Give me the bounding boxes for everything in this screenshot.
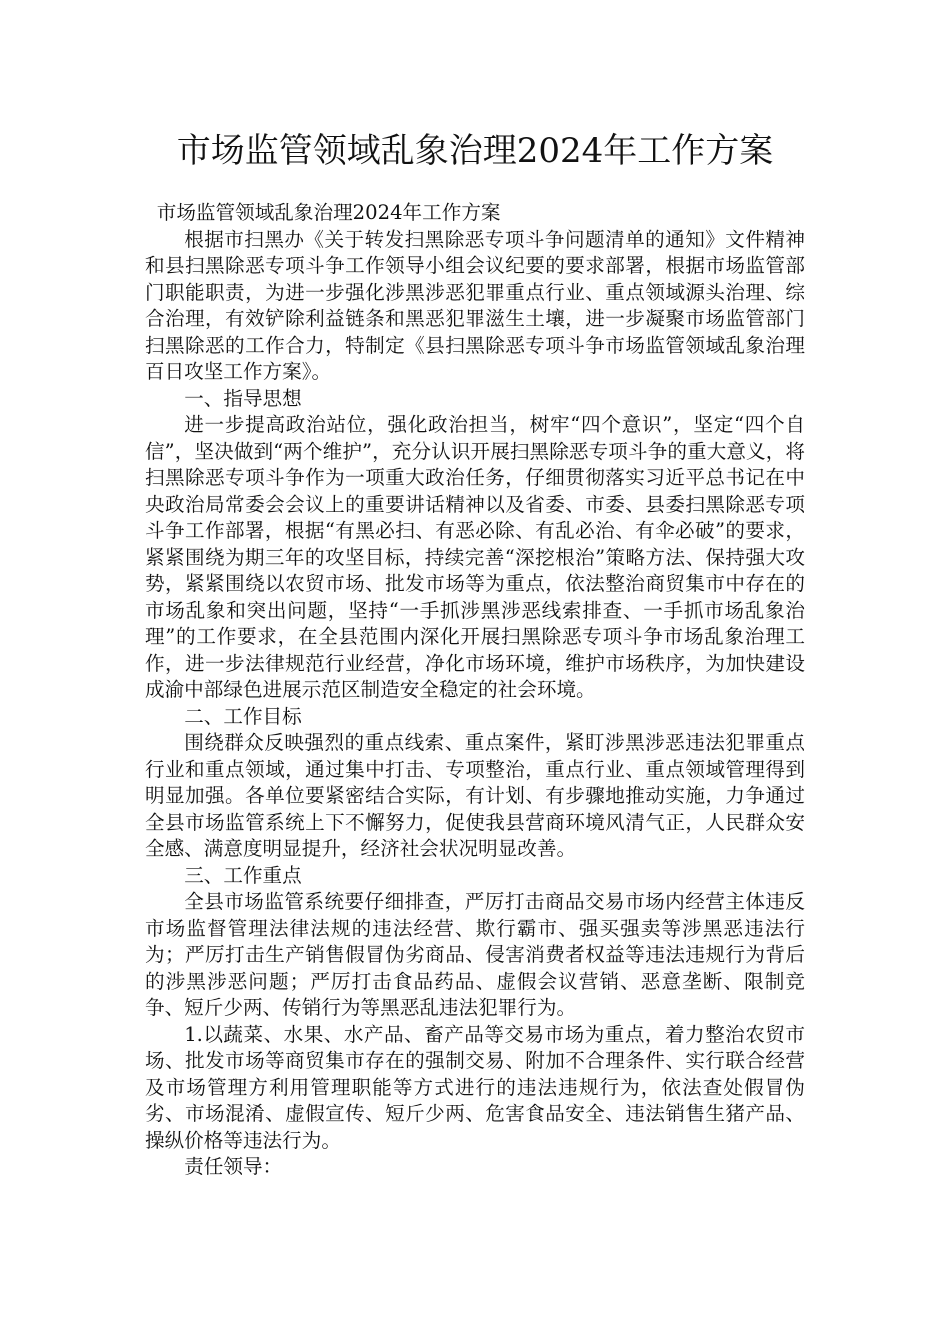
- section-heading-work-focus: 三、工作重点: [184, 863, 302, 887]
- document-subtitle: 市场监管领域乱象治理2024年工作方案: [156, 201, 501, 224]
- section-heading-guiding-thought: 一、指导思想: [184, 386, 302, 410]
- document-body: [145, 200, 805, 1181]
- paragraph-work-focus: 全县市场监管系统要仔细排查，严厉打击商品交易市场内经营主体违反市场监督管理法律法规的违法经营、欺行霸市、强买强卖等涉黑恶违法行为；严厉打击生产销售假冒伪劣商品、侵害消费者权益等违法违规行为背后的涉黑涉恶问题；严厉打击食品药品、虚假会议营销、恶意垄断、限制竞争、短斤少两、传销行为等黑恶乱违法犯罪行为。: [145, 890, 805, 1019]
- paragraph-item-1: 1.以蔬菜、水果、水产品、畜产品等交易市场为重点，着力整治农贸市场、批发市场等商贸集市存在的强制交易、附加不合理条件、实行联合经营及市场管理方利用管理职能等方式进行的违法违规行为，依法查处假冒伪劣、市场混淆、虚假宣传、短斤少两、危害食品安全、违法销售生猪产品、操纵价格等违法行为。: [145, 1022, 805, 1152]
- paragraph-guiding-thought: 进一步提高政治站位，强化政治担当，树牢“四个意识”，坚定“四个自信”，坚决做到“两个维护”，充分认识开展扫黑除恶专项斗争的重大意义，将扫黑除恶专项斗争作为一项重大政治任务，仔细贯彻落实习近平总书记在中央政治局常委会会议上的重要讲话精神以及省委、市委、县委扫黑除恶专项斗争工作部署，根据“有黑必扫、有恶必除、有乱必治、有伞必破”的要求，紧紧围绕为期三年的攻坚目标，持续完善“深挖根治”策略方法、保持强大攻势，紧紧围绕以农贸市场、批发市场等为重点，依法整治商贸集市中存在的市场乱象和突出问题，坚持“一手抓涉黑涉恶线索排查、一手抓市场乱象治理”的工作要求，在全县范围内深化开展扫黑除恶专项斗争市场乱象治理工作，进一步法律规范行业经营，净化市场环境，维护市场秩序，为加快建设成渝中部绿色进展示范区制造安全稳定的社会环境。: [145, 413, 805, 701]
- paragraph-responsible-leader: 责任领导：: [184, 1155, 283, 1178]
- paragraph-work-goals: 围绕群众反映强烈的重点线索、重点案件，紧盯涉黑涉恶违法犯罪重点行业和重点领域，通过集中打击、专项整治，重点行业、重点领域管理得到明显加强。各单位要紧密结合实际，有计划、有步骤地推动实施，力争通过全县市场监管系统上下不懈努力，促使我县营商环境风清气正，人民群众安全感、满意度明显提升，经济社会状况明显改善。: [145, 731, 805, 860]
- paragraph-intro: 根据市扫黑办《关于转发扫黑除恶专项斗争问题清单的通知》文件精神和县扫黑除恶专项斗争工作领导小组会议纪要的要求部署，根据市场监管部门职能职责，为进一步强化涉黑涉恶犯罪重点行业、重点领域源头治理、综合治理，有效铲除利益链条和黑恶犯罪滋生土壤，进一步凝聚市场监管部门扫黑除恶的工作合力，特制定《县扫黑除恶专项斗争市场监管领域乱象治理百日攻坚工作方案》。: [145, 227, 805, 383]
- document-title: 市场监管领域乱象治理2024年工作方案: [176, 131, 774, 171]
- section-heading-work-goals: 二、工作目标: [184, 704, 302, 728]
